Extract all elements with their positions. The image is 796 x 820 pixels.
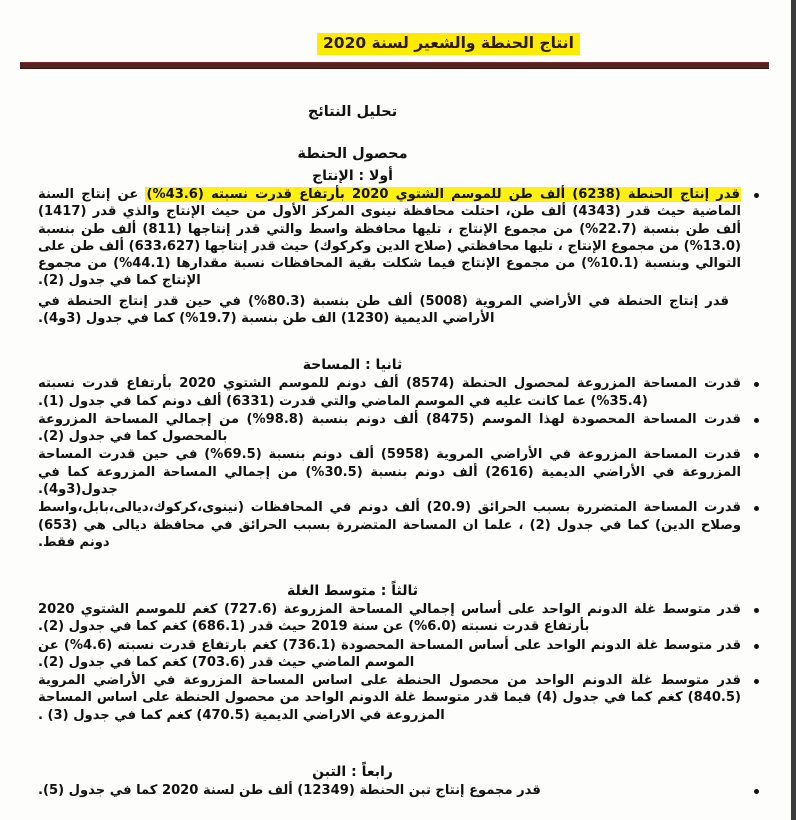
heading-wheat-crop: محصول الحنطة: [297, 146, 408, 162]
bullet-list-straw: [28, 782, 765, 799]
list-item: قدرت المساحة المزروعة لمحصول الحنطة (8574) ألف دونم للموسم الشتوي 2020 بأرتفاع قدرت نسبته (35.4%) عما كانت عليه في الموسم الماضي والتي قدرت (6331) ألف دونم كما في جدول (1).: [28, 375, 765, 410]
list-item: قدرت المساحة المزروعة في الأراضي المروية (5958) ألف دونم بنسبة (69.5%) في حين قدرت المساحة المزروعة في الأراضي الديمية (2616) ألف دونم بنسبة (30.5%) من إجمالي المساحة المزروعة كما في جدول(3و4).: [28, 446, 765, 498]
bullet-list-yield: [28, 601, 765, 724]
document-title: انتاج الحنطة والشعير لسنة 2020: [317, 33, 580, 55]
list-item: قدرت المساحة المتضررة بسبب الحرائق (20.9) ألف دونم في المحافظات (نينوى،كركوك،ديالى،بابل،واسط وصلاح الدين) كما في جدول (2) ، علما ان المساحة المتضررة بسبب الحرائق في محافظة ديالى هي (653) دونم فقط.: [28, 499, 765, 551]
list-item: قدر متوسط غلة الدونم الواحد على أساس المساحة المحصودة (736.1) كغم بارتفاع قدرت نسبته (4.6%) عن الموسم الماضي حيث قدر (703.6) كغم كما في جدول (2).: [28, 637, 765, 672]
highlighted-production-figure: قدر إنتاج الحنطة (6238) ألف طن للموسم الشتوي 2020 بأرتفاع قدرت نسبته (43.6%): [146, 187, 740, 202]
section-heading-production: أولا : الإنتاج: [312, 168, 393, 184]
section-heading-straw: رابعاً : التبن: [312, 764, 393, 781]
production-bullet-rest: عن إنتاج السنة الماضية حيث قدر (4343) ألف طن، احتلت محافظة نينوى المركز الأول من حيث الإنتاج والذي قدر (1417) ألف طن بنسبة (22.7%) من مجموع الإنتاج ، تليها محافظة واسط والتي قدر إنتاجها (811) ألف طن بنسبة (13.0%) من مجموع الإنتاج ، تليها محافظتي (صلاح الدين وكركوك) حيث قدر إنتاجها (633،627) ألف طن على التوالي وبنسبة (10.1%) من مجموع الإنتاج فيما شكلت بقية المحافظات نسبة مقدارها (44.1%) من مجموع الإنتاج كما في جدول (2).: [38, 187, 742, 289]
bullet-list-production: [28, 186, 765, 290]
list-item: قدر متوسط غلة الدونم الواحد من محصول الحنطة على اساس المساحة المزروعة في الأراضي المروية (840.5) كغم كما في جدول (4) فيما قدر متوسط غلة الدونم الواحد من محصول الحنطة على اساس المساحة المزروعة في الاراضي الديمية (470.5) كغم كما في جدول (3) .: [28, 672, 765, 724]
list-item: قدر مجموع إنتاج تبن الحنطة (12349) ألف طن لسنة 2020 كما في جدول (5).: [28, 782, 765, 799]
header-divider-rule: [20, 62, 769, 69]
header-title-wrap: [317, 33, 747, 55]
document-body: [0, 76, 791, 820]
section-heading-area: ثانيا : المساحة: [302, 357, 403, 374]
bullet-list-area: [28, 375, 765, 551]
list-item: قدر متوسط غلة الدونم الواحد على أساس إجمالي المساحة المزروعة (727.6) كغم للموسم الشتوي 2020 بأرتفاع قدرت نسبته (6.0%) عن سنة 2019 حيث قدر (686.1) كغم كما في جدول (2).: [28, 601, 765, 636]
section-heading-yield: ثالثاً : متوسط الغلة: [286, 583, 419, 600]
document-header: [0, 0, 791, 72]
list-item: [28, 186, 765, 290]
production-sub-paragraph: قدر إنتاج الحنطة في الأراضي المروية (5008) ألف طن بنسبة (80.3%) في حين قدر إنتاج الحنطة في الأراضي الديمية (1230) الف طن بنسبة (19.7%) كما في جدول (3و4).: [38, 293, 729, 326]
list-item: قدرت المساحة المحصودة لهذا الموسم (8475) ألف دونم بنسبة (98.8%) من إجمالي المساحة المزروعة بالمحصول كما في جدول (2).: [28, 411, 765, 446]
heading-analysis: تحليل النتائج: [307, 104, 398, 120]
